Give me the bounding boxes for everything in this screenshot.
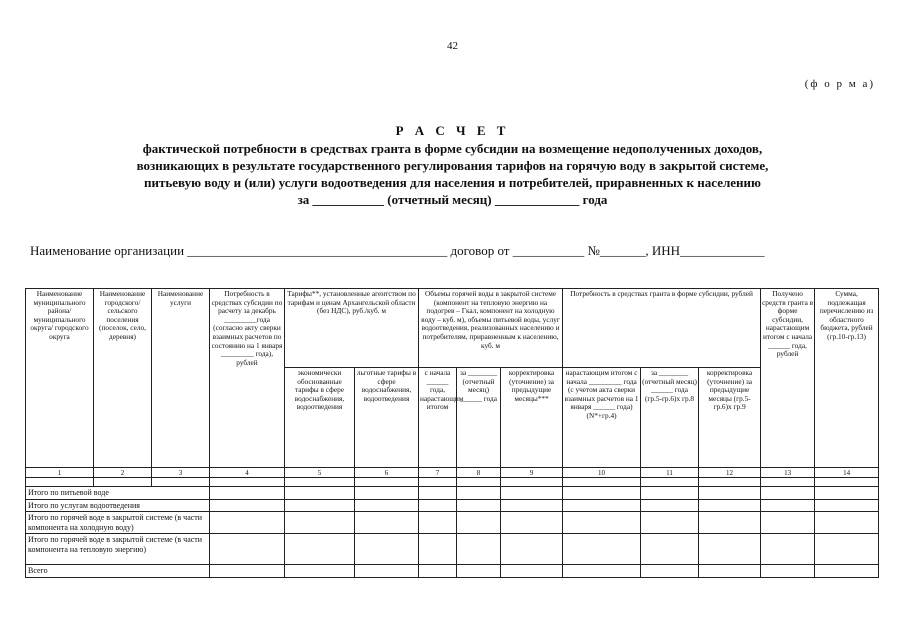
header-volume-correction: корректировка (уточнение) за предыдущие месяцы*** — [501, 368, 563, 468]
table-row — [26, 478, 879, 487]
header-need-group: Потребность в средствах гранта в форме субсидии, рублей — [563, 289, 761, 368]
column-number: 2 — [94, 468, 152, 478]
column-number: 13 — [761, 468, 815, 478]
header-need-cumulative: нарастающим итогом с начала _________ года (с учетом акта сверки взаимных расчетов на 1 января ______ года) (N*+гр.4) — [563, 368, 641, 468]
table-row — [26, 512, 879, 534]
column-number: 10 — [563, 468, 641, 478]
table-row — [26, 499, 879, 512]
header-volume-month: за ________ (отчетный месяц) ______ года — [457, 368, 501, 468]
subtitle-line: питьевую воду и (или) услуги водоотведения для населения и потребителей, приравненных к населению — [144, 175, 761, 190]
column-number: 12 — [699, 468, 761, 478]
header-preferential-tariffs: льготные тарифы в сфере водоснабжения, водоотведения — [355, 368, 419, 468]
header-december-need: Потребность в средствах субсидии по расчету за декабрь _________года (согласно акту сверки взаимных расчетов по состоянию на 1 января _________ года), рублей — [210, 289, 285, 468]
subtitle-line: возникающих в результате государственного регулирования тарифов на горячую воду в закрытой системе, — [136, 158, 769, 173]
column-number: 7 — [419, 468, 457, 478]
header-volumes-group: Объемы горячей воды в закрытой системе (компонент на тепловую энергию на подогрев – Гкал, компонент на холодную воду – куб. м), объемы питьевой воды, услуг водоотведения, реализованных населению и потребителям, приравненным к населению, куб. м — [419, 289, 563, 368]
column-number: 14 — [815, 468, 879, 478]
table-row — [26, 534, 879, 565]
header-economic-tariffs: экономически обоснованные тарифы в сфере водоснабжения, водоотведения — [285, 368, 355, 468]
subtitle-line: фактической потребности в средствах гранта в форме субсидии на возмещение недополученных доходов, — [142, 141, 763, 156]
column-number: 6 — [355, 468, 419, 478]
header-municipality: Наименование муниципального района/ муниципального округа/ городского округа — [26, 289, 94, 468]
row-label: Итого по услугам водоотведения — [26, 499, 210, 512]
subtitle-period-line: за ___________ (отчетный месяц) _____________ года — [297, 192, 608, 207]
header-need-correction: корректировка (уточнение) за предыдущие месяцы (гр.5-гр.6)х гр.9 — [699, 368, 761, 468]
header-volume-cumulative: с начала ______ года, нарастающим итогом — [419, 368, 457, 468]
column-number: 9 — [501, 468, 563, 478]
document-title: Р А С Ч Е Т — [395, 123, 510, 138]
row-label: Всего — [26, 565, 210, 578]
document-subtitle — [60, 140, 845, 208]
header-need-month: за ________ (отчетный месяц) ______ года (гр.5-гр.6)х гр.8 — [641, 368, 699, 468]
table-row — [26, 487, 879, 500]
table-row — [26, 565, 879, 578]
row-label: Итого по питьевой воде — [26, 487, 210, 500]
row-label: Итого по горячей воде в закрытой системе (в части компонента на холодную воду) — [26, 512, 210, 534]
header-tariffs-group: Тарифы**, установленные агентством по тарифам и ценам Архангельской области (без НДС), руб./куб. м — [285, 289, 419, 368]
column-number: 5 — [285, 468, 355, 478]
row-label: Итого по горячей воде в закрытой системе (в части компонента на тепловую энергию) — [26, 534, 210, 565]
header-service: Наименование услуги — [152, 289, 210, 468]
calculation-table — [25, 288, 879, 578]
column-number: 8 — [457, 468, 501, 478]
header-settlement: Наименование городского/ сельского поселения (поселок, село, деревня) — [94, 289, 152, 468]
column-number: 1 — [26, 468, 94, 478]
header-received: Получено средств гранта в форме субсидии, нарастающим итогом с начала ______ года, рублей — [761, 289, 815, 468]
page-number: 42 — [447, 40, 458, 52]
header-to-transfer: Сумма, подлежащая перечислению из областного бюджета, рублей (гр.10-гр.13) — [815, 289, 879, 468]
column-number: 3 — [152, 468, 210, 478]
column-number: 4 — [210, 468, 285, 478]
organization-line: Наименование организации ________________________________________ договор от ___________ №_______, ИНН_____________ — [30, 243, 765, 258]
column-number: 11 — [641, 468, 699, 478]
form-label: (ф о р м а) — [804, 78, 875, 90]
